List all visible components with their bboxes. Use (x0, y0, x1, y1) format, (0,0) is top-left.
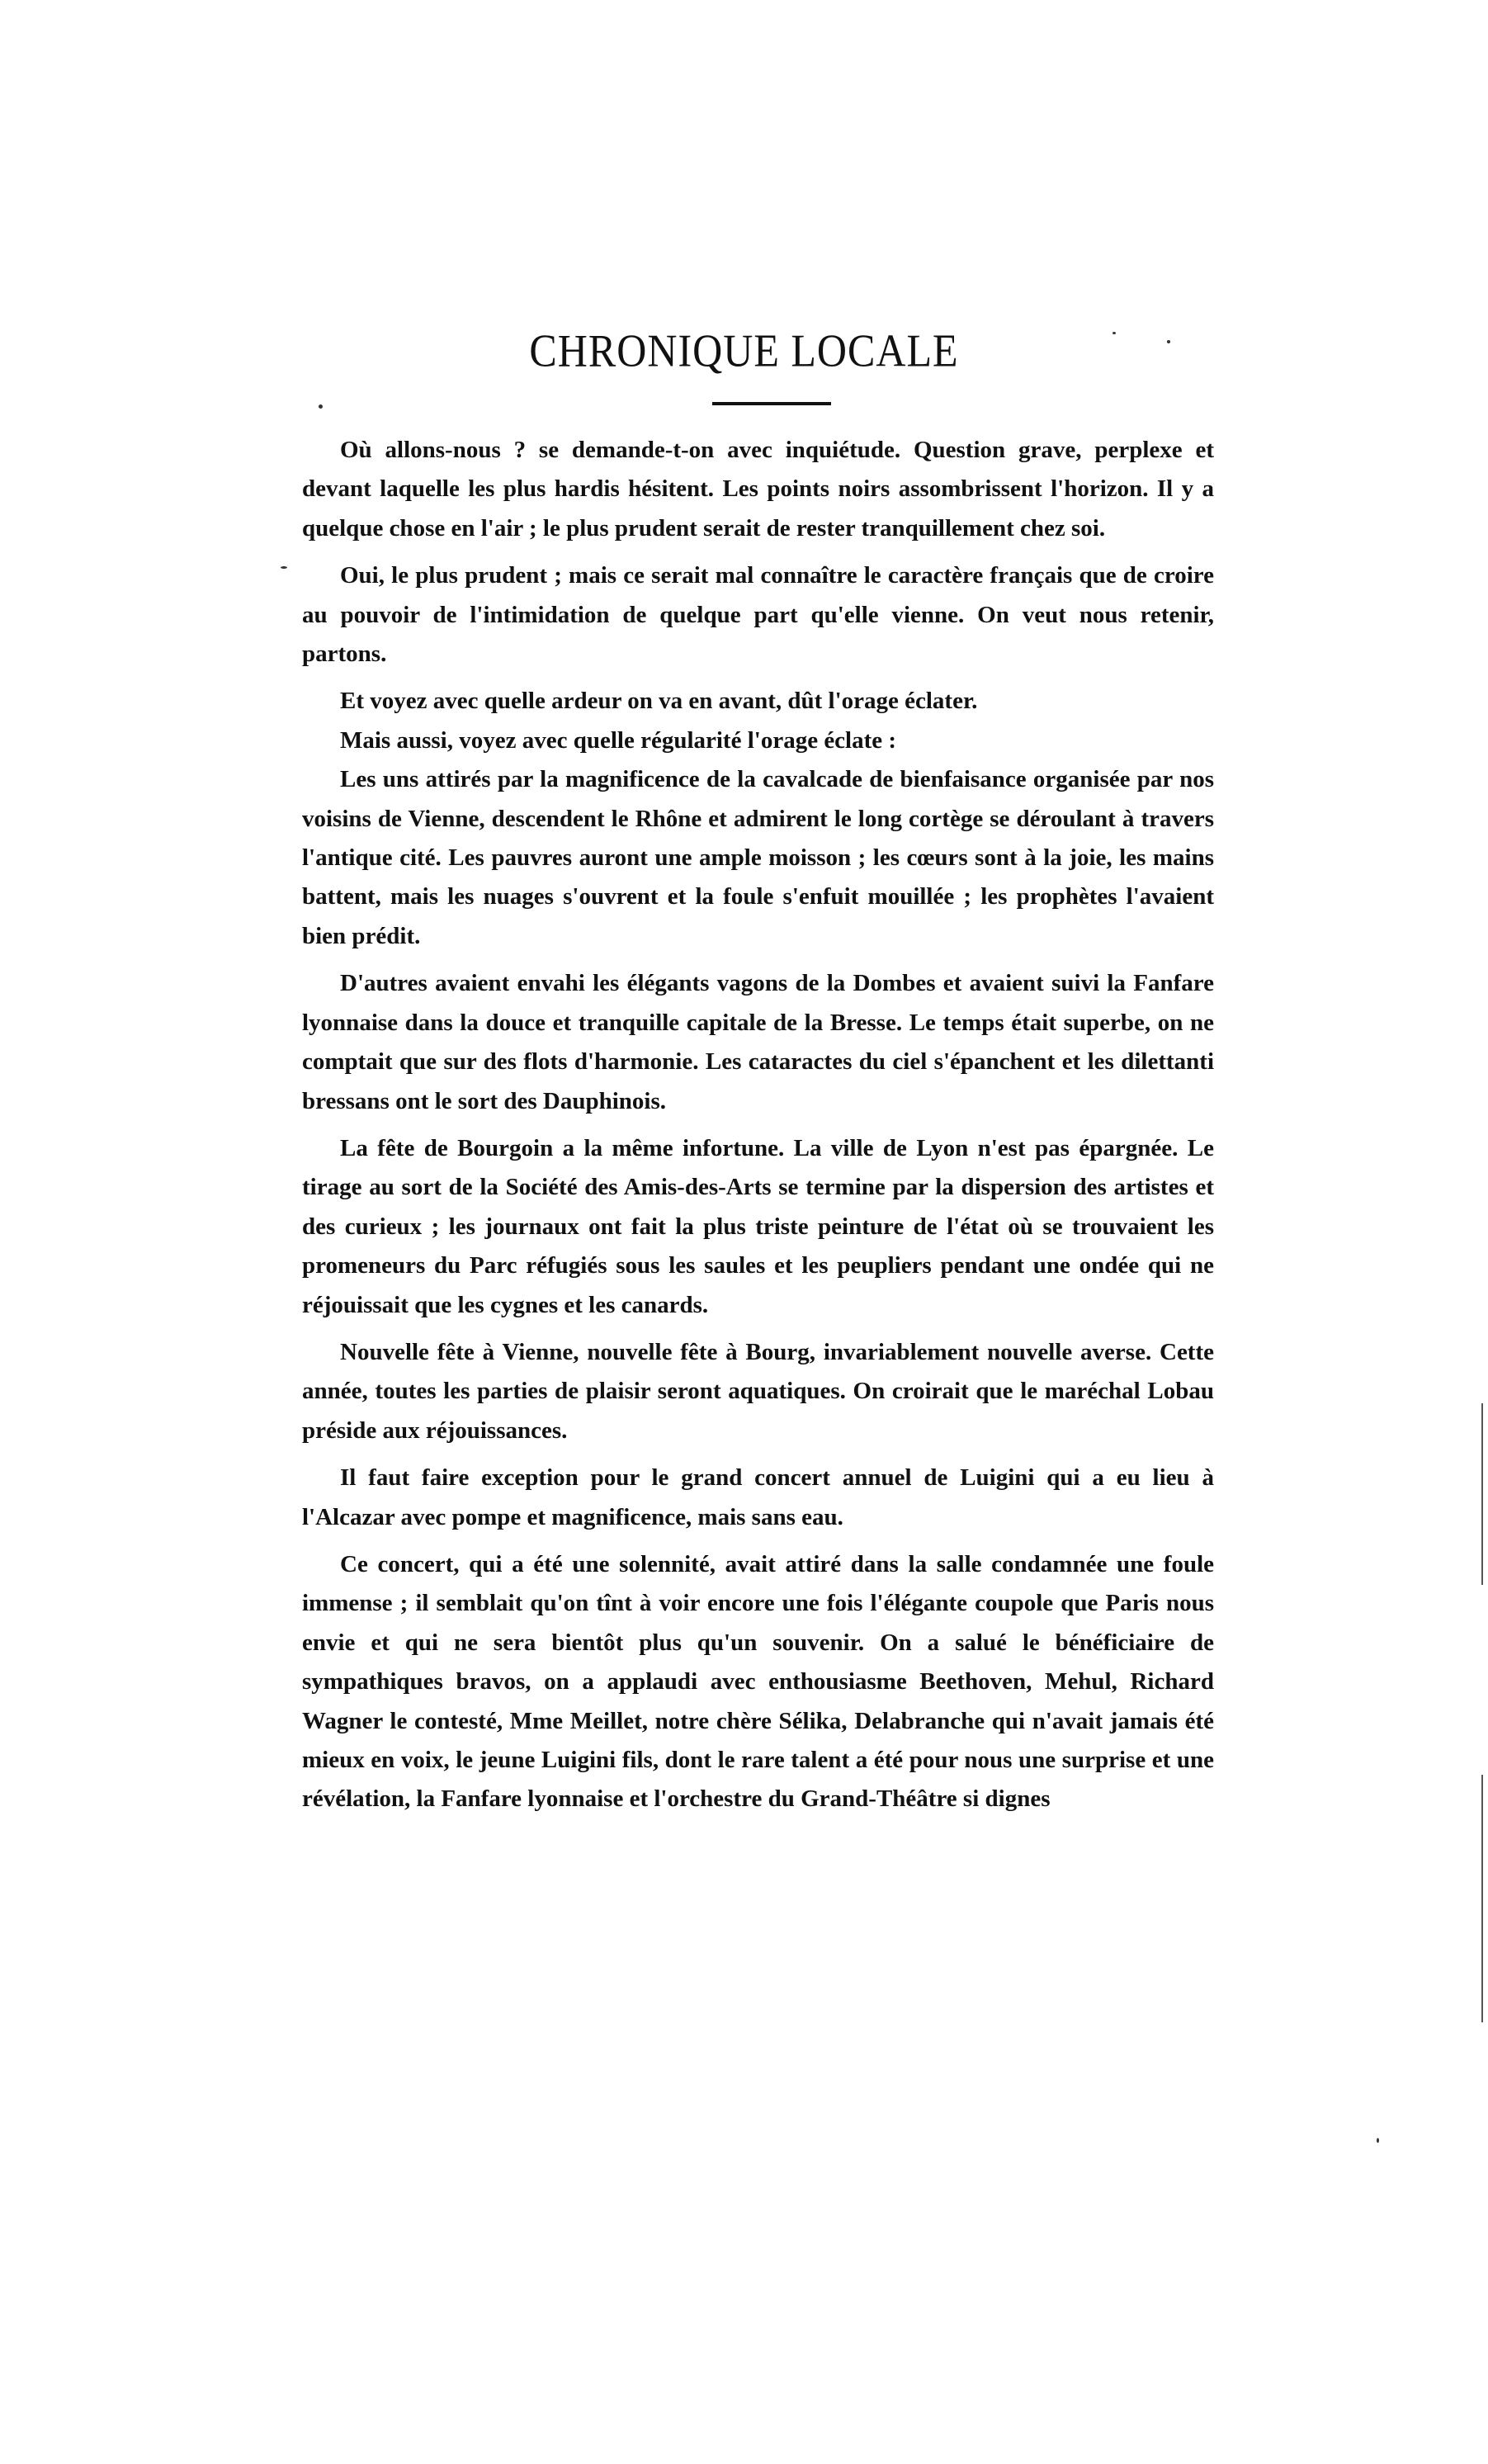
paragraph: Oui, le plus prudent ; mais ce serait mal connaître le caractère français que de croire au pouvoir de l'intimidation de quelque part qu'elle vienne. On veut nous retenir, partons. (302, 562, 1214, 668)
paragraph: Mais aussi, voyez avec quelle régularité l'orage éclate : (340, 726, 897, 754)
paragraph: Il faut faire exception pour le grand concert annuel de Luigini qui a eu lieu à l'Alcazar avec pompe et magnificence, mais sans eau. (302, 1464, 1214, 1530)
scan-speck (1377, 2138, 1379, 2143)
margin-line (1481, 1403, 1483, 1585)
paragraph: Ce concert, qui a été une solennité, avait attiré dans la salle condamnée une foule immense ; il semblait qu'on tînt à voir encore une fois l'élégante coupole que Paris nous envie et qui ne sera bientôt plus qu'un souvenir. On a salué le bénéficiaire de sympathiques bravos, on a applaudi avec enthousiasme Beethoven, Mehul, Richard Wagner le contesté, Mme Meillet, notre chère Sélika, Delabranche qui n'avait jamais été mieux en voix, le jeune Luigini fils, dont le rare talent a été pour nous une surprise et une révélation, la Fanfare lyonnaise et l'orchestre du Grand-Théâtre si dignes (302, 1550, 1214, 1813)
page-title: CHRONIQUE LOCALE (529, 324, 959, 376)
paragraph: Où allons-nous ? se demande-t-on avec inquiétude. Question grave, perplexe et devant laquelle les plus hardis hésitent. Les points noirs assombrissent l'horizon. Il y a quelque chose en l'air ; le plus prudent serait de rester tranquillement chez soi. (302, 437, 1214, 542)
scan-speck (1112, 332, 1116, 334)
scan-speck (319, 404, 323, 409)
paragraph: D'autres avaient envahi les élégants vagons de la Dombes et avaient suivi la Fanfare lyonnaise dans la douce et tranquille capitale de la Bresse. Le temps était superbe, on ne comptait que sur des flots d'harmonie. Les cataractes du ciel s'épanchent et les dilettanti bressans ont le sort des Dauphinois. (302, 970, 1214, 1114)
margin-line (1481, 1775, 1483, 2022)
scan-speck (1167, 340, 1170, 343)
article-body (302, 431, 1214, 1828)
paragraph: Nouvelle fête à Vienne, nouvelle fête à Bourg, invariablement nouvelle averse. Cette année, toutes les parties de plaisir seront aquatiques. On croirait que le maréchal Lobau préside aux réjouissances. (302, 1338, 1214, 1444)
paragraph: Et voyez avec quelle ardeur on va en avant, dût l'orage éclater. (340, 688, 978, 715)
title-rule (712, 402, 831, 405)
paragraph: Les uns attirés par la magnificence de la cavalcade de bienfaisance organisée par nos voisins de Vienne, descendent le Rhône et admirent le long cortège se déroulant à travers l'antique cité. Les pauvres auront une ample moisson ; les cœurs sont à la joie, les mains battent, mais les nuages s'ouvrent et la foule s'enfuit mouillée ; les prophètes l'avaient bien prédit. (302, 766, 1214, 949)
scan-speck (281, 566, 287, 569)
paragraph: La fête de Bourgoin a la même infortune. La ville de Lyon n'est pas épargnée. Le tirage au sort de la Société des Amis-des-Arts se termine par la dispersion des artistes et des curieux ; les journaux ont fait la plus triste peinture de l'état où se trouvaient les promeneurs du Parc réfugiés sous les saules et les peupliers pendant une ondée qui ne réjouissait que les cygnes et les canards. (302, 1134, 1214, 1318)
